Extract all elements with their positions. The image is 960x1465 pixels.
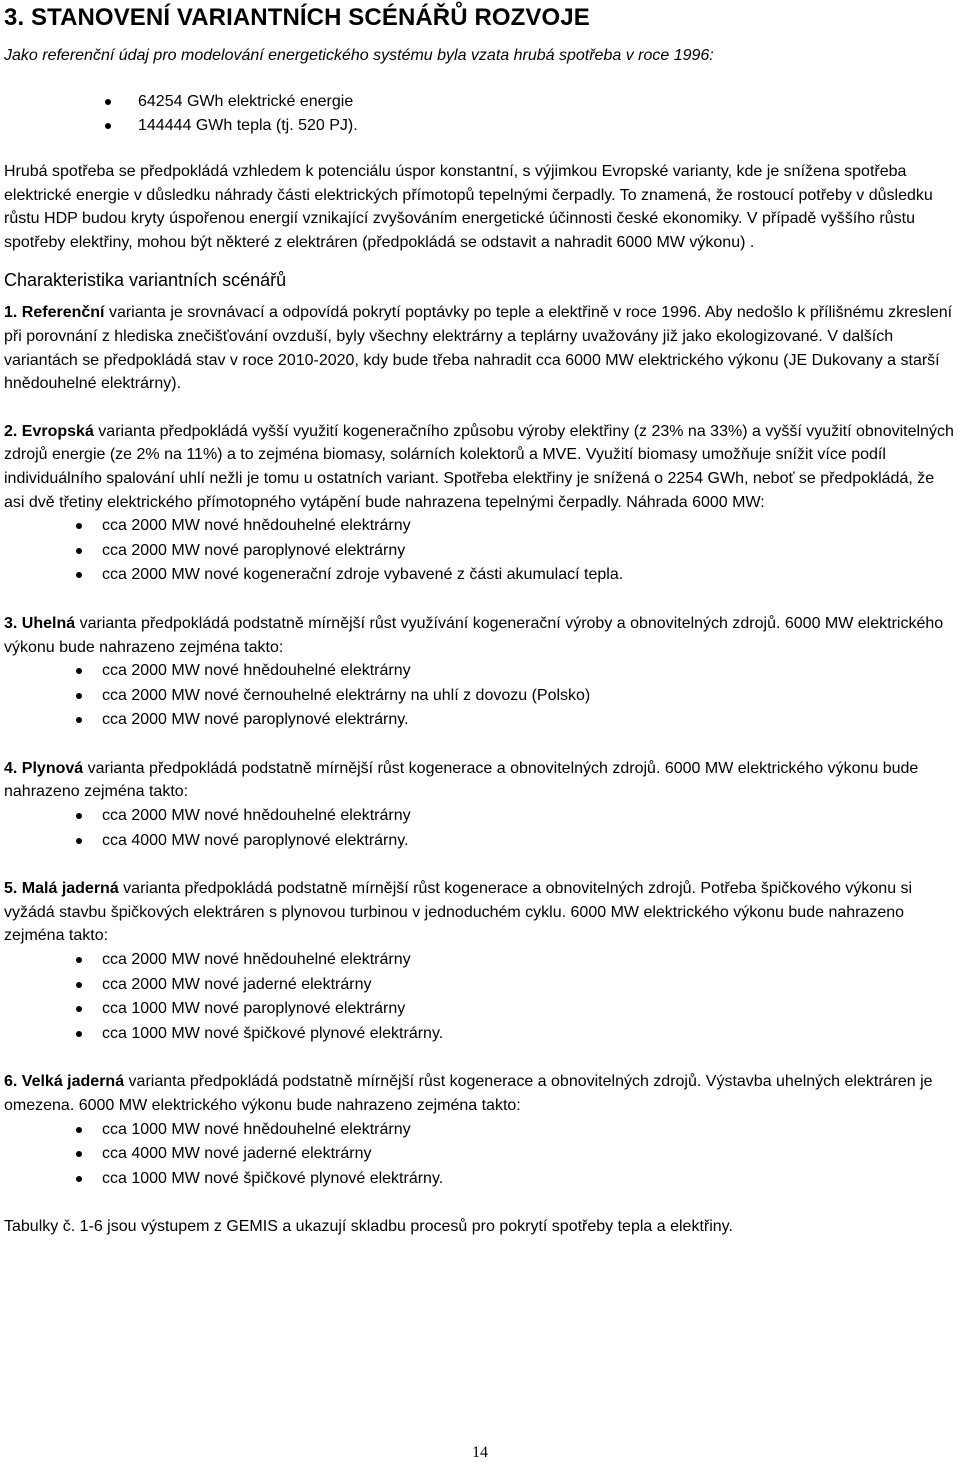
variant-label: 1. Referenční: [4, 304, 105, 322]
list-item: cca 2000 MW nové hnědouhelné elektrárny: [4, 659, 958, 684]
variants-list: [4, 301, 958, 1215]
variant-text: varianta je srovnávací a odpovídá pokrytí poptávky po teple a elektřině v roce 1996. Aby nedošlo k přílišnému zkreslení při porovnání z hlediska znečišťování ovzduší, byly všechny elektrárny a teplárny uvažovány již jako ekologizované. V dalších variantách se předpokládá stav v roce 2010-2020, kdy bude třeba nahradit cca 6000 MW elektrického výkonu (JE Dukovany a starší hnědouhelné elektrárny).: [4, 304, 953, 393]
variant-text: varianta předpokládá vyšší využití kogeneračního způsobu výroby elektřiny (z 23% na 33%) a vyšší využití obnovitelných zdrojů energie (ze 2% na 11%) a to zejména biomasy, solárních kolektorů a MVE. Využití biomasy umožňuje snížit více podíl individuálního spalování uhlí nežli je tomu u ostatních variant. Spotřeba elektřiny je snížená o 2254 GWh, neboť se předpokládá, že asi dvě třetiny elektrického přímotopného vytápění bude nahrazena tepelnými čerpadly. Náhrada 6000 MW:: [4, 422, 954, 511]
list-item: cca 2000 MW nové paroplynové elektrárny.: [4, 708, 958, 733]
variant-label: 5. Malá jaderná: [4, 880, 119, 898]
chapter-title: 3. STANOVENÍ VARIANTNÍCH SCÉNÁŘŮ ROZVOJE: [4, 4, 590, 31]
variant-text: varianta předpokládá podstatně mírnější růst kogenerace a obnovitelných zdrojů. 6000 MW elektrického výkonu bude nahrazeno zejména takto:: [4, 759, 919, 801]
variant-bullets: [4, 948, 958, 1046]
list-item: cca 2000 MW nové hnědouhelné elektrárny: [4, 514, 958, 539]
closing-text: Tabulky č. 1-6 jsou výstupem z GEMIS a ukazují skladbu procesů pro pokrytí spotřeby tepla a elektřiny.: [4, 1218, 733, 1236]
list-item: cca 2000 MW nové jaderné elektrárny: [4, 973, 958, 998]
list-item: cca 4000 MW nové paroplynové elektrárny.: [4, 829, 958, 854]
consumption-item: 64254 GWh elektrické energie: [4, 90, 958, 114]
list-item: cca 2000 MW nové paroplynové elektrárny: [4, 539, 958, 564]
section-heading: Charakteristika variantních scénářů: [4, 270, 287, 291]
list-item: cca 4000 MW nové jaderné elektrárny: [4, 1142, 958, 1167]
variant-text: varianta předpokládá podstatně mírnější růst kogenerace a obnovitelných zdrojů. Potřeba špičkového výkonu si vyžádá stavbu špičkových elektráren s plynovou turbinou v jednoduchém cyklu. 6000 MW elektrického výkonu bude nahrazeno zejména takto:: [4, 880, 913, 945]
variant-label: 6. Velká jaderná: [4, 1073, 125, 1091]
variant-bullets: [4, 1118, 958, 1192]
variant-1: [4, 301, 958, 395]
variant-6: [4, 1070, 958, 1191]
variant-label: 4. Plynová: [4, 759, 84, 777]
document-page: [4, 0, 958, 1239]
list-item: cca 2000 MW nové hnědouhelné elektrárny: [4, 804, 958, 829]
variant-4: [4, 757, 958, 853]
variant-bullets: [4, 514, 958, 588]
variant-text: varianta předpokládá podstatně mírnější růst využívání kogenerační výroby a obnovitelných zdrojů. 6000 MW elektrického výkonu bude nahrazeno zejména takto:: [4, 614, 944, 656]
variant-5: [4, 877, 958, 1046]
variant-label: 3. Uhelná: [4, 614, 76, 632]
variant-label: 2. Evropská: [4, 422, 94, 440]
list-item: cca 2000 MW nové černouhelné elektrárny na uhlí z dovozu (Polsko): [4, 684, 958, 709]
intro-text: Jako referenční údaj pro modelování energetického systému byla vzata hrubá spotřeba v roce 1996:: [4, 47, 714, 64]
list-item: cca 1000 MW nové špičkové plynové elektrárny.: [4, 1167, 958, 1192]
list-item: cca 2000 MW nové hnědouhelné elektrárny: [4, 948, 958, 973]
page-number: 14: [472, 1444, 488, 1461]
list-item: cca 2000 MW nové kogenerační zdroje vybavené z části akumulací tepla.: [4, 563, 958, 588]
consumption-list: [4, 90, 958, 138]
paragraph-consumption: Hrubá spotřeba se předpokládá vzhledem k potenciálu úspor konstantní, s výjimkou Evropské varianty, kde je snížena spotřeba elektrické energie v důsledku náhrady části elektrických přímotopů tepelnými čerpadly. To znamená, že rostoucí potřeby v důsledku růstu HDP budou kryty úspořenou energií vznikající zvyšováním energetické účinnosti české ekonomiky. V případě vyššího růstu spotřeby elektřiny, mohou být některé z elektráren (předpokládá se odstavit a nahradit 6000 MW výkonu) .: [4, 163, 933, 251]
list-item: cca 1000 MW nové hnědouhelné elektrárny: [4, 1118, 958, 1143]
variant-bullets: [4, 804, 958, 853]
variant-3: [4, 612, 958, 733]
variant-2: [4, 420, 958, 588]
variant-bullets: [4, 659, 958, 733]
list-item: cca 1000 MW nové špičkové plynové elektrárny.: [4, 1022, 958, 1047]
list-item: cca 1000 MW nové paroplynové elektrárny: [4, 997, 958, 1022]
variant-text: varianta předpokládá podstatně mírnější růst kogenerace a obnovitelných zdrojů. Výstavba uhelných elektráren je omezena. 6000 MW elektrického výkonu bude nahrazeno zejména takto:: [4, 1073, 933, 1114]
consumption-item: 144444 GWh tepla (tj. 520 PJ).: [4, 114, 958, 138]
